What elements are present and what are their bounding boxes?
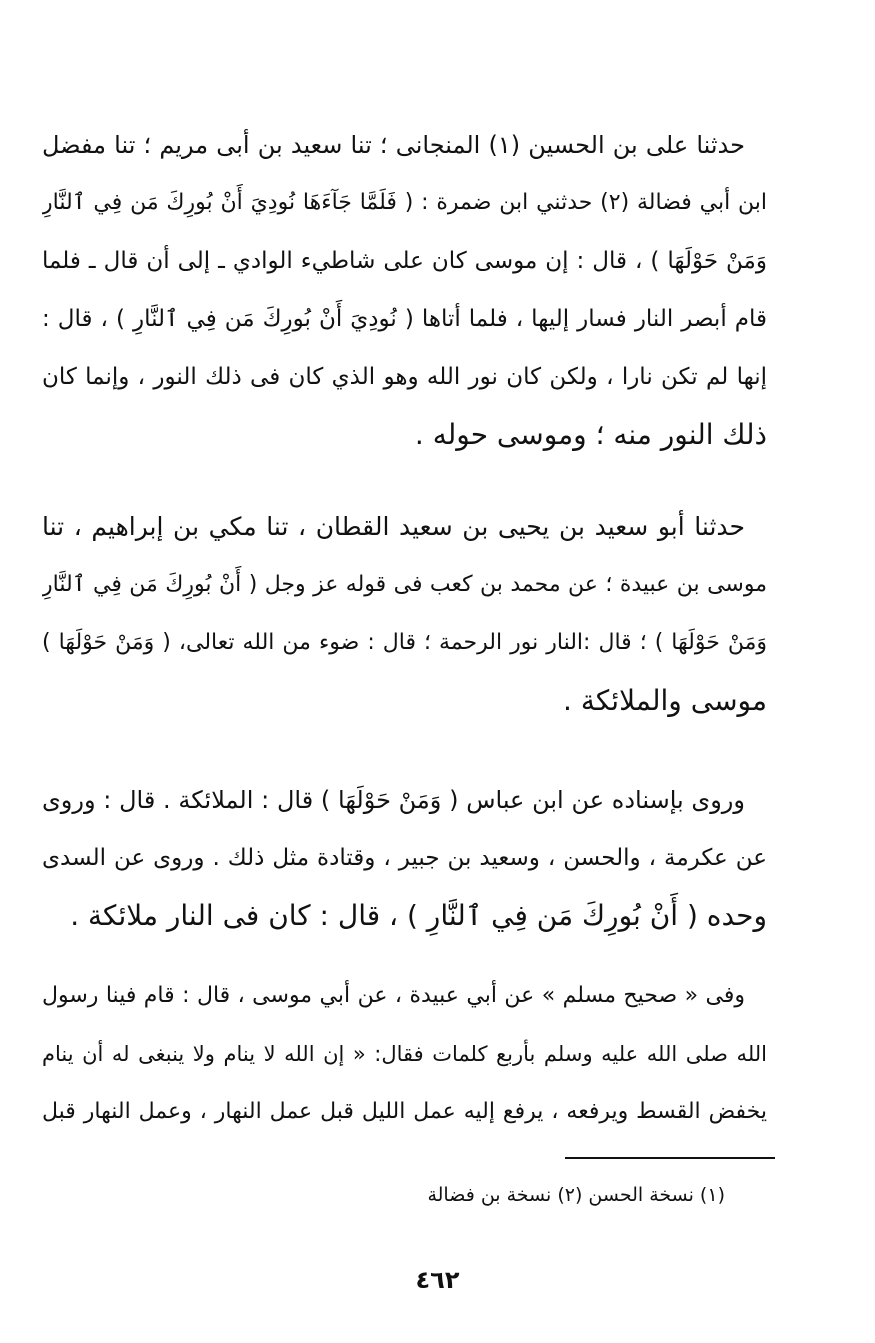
- text-line: وَمَنْ حَوْلَهَا ) ؛ قال :النار نور الرحمة ؛ قال : ضوء من الله تعالى، ( وَمَنْ حَوْلَهَا ): [42, 630, 767, 655]
- text-line: ابن أبي فضالة (٢) حدثني ابن ضمرة : ( فَلَمَّا جَآءَهَا نُودِيَ أَنْ بُورِكَ مَن فِي ٱلنَّارِ: [42, 190, 767, 215]
- text-line: موسى بن عبيدة ؛ عن محمد بن كعب فى قوله عز وجل ( أَنْ بُورِكَ مَن فِي ٱلنَّارِ: [42, 572, 767, 597]
- text-line: وَمَنْ حَوْلَهَا ) ، قال : إن موسى كان على شاطيء الوادي ـ إلى أن قال ـ فلما: [42, 248, 767, 274]
- text-line: الله صلى الله عليه وسلم بأربع كلمات فقال: « إن الله لا ينام ولا ينبغى له أن ينام: [42, 1042, 767, 1066]
- paragraph-2: [42, 498, 767, 730]
- paragraph-3: [42, 771, 767, 945]
- text-line: يخفض القسط ويرفعه ، يرفع إليه عمل الليل قبل عمل النهار ، وعمل النهار قبل: [42, 1099, 767, 1124]
- text-line: عن عكرمة ، والحسن ، وسعيد بن جبير ، وقتادة مثل ذلك . وروى عن السدى: [42, 845, 767, 871]
- text-line: موسى والملائكة .: [563, 684, 767, 717]
- text-line: إنها لم تكن نارا ، ولكن كان نور الله وهو الذي كان فى ذلك النور ، وإنما كان: [42, 364, 767, 390]
- text-line: حدثنا أبو سعيد بن يحيى بن سعيد القطان ، تنا مكي بن إبراهيم ، تنا: [42, 512, 745, 541]
- text-line: ذلك النور منه ؛ وموسى حوله .: [414, 418, 767, 451]
- text-line: وروى بإسناده عن ابن عباس ( وَمَنْ حَوْلَهَا ) قال : الملائكة . قال : وروى: [42, 786, 745, 814]
- footnote-separator: [565, 1157, 775, 1159]
- page-number: ٤٦٢: [415, 1266, 460, 1294]
- text-line: حدثنا على بن الحسين (١) المنجانى ؛ تنا سعيد بن أبى مريم ؛ تنا مفضل: [42, 131, 745, 159]
- text-line: قام أبصر النار فسار إليها ، فلما أتاها ( نُودِيَ أَنْ بُورِكَ مَن فِي ٱلنَّارِ ) ، قال :: [42, 306, 767, 332]
- footnotes: (١) نسخة الحسن (٢) نسخة بن فضالة: [427, 1184, 725, 1206]
- paragraph-1: [42, 116, 767, 464]
- paragraph-4: [42, 967, 767, 1141]
- text-line: وحده ( أَنْ بُورِكَ مَن فِي ٱلنَّارِ ) ، قال : كان فى النار ملائكة .: [70, 899, 767, 932]
- text-line: وفى « صحيح مسلم » عن أبي عبيدة ، عن أبي موسى ، قال : قام فينا رسول: [42, 983, 745, 1008]
